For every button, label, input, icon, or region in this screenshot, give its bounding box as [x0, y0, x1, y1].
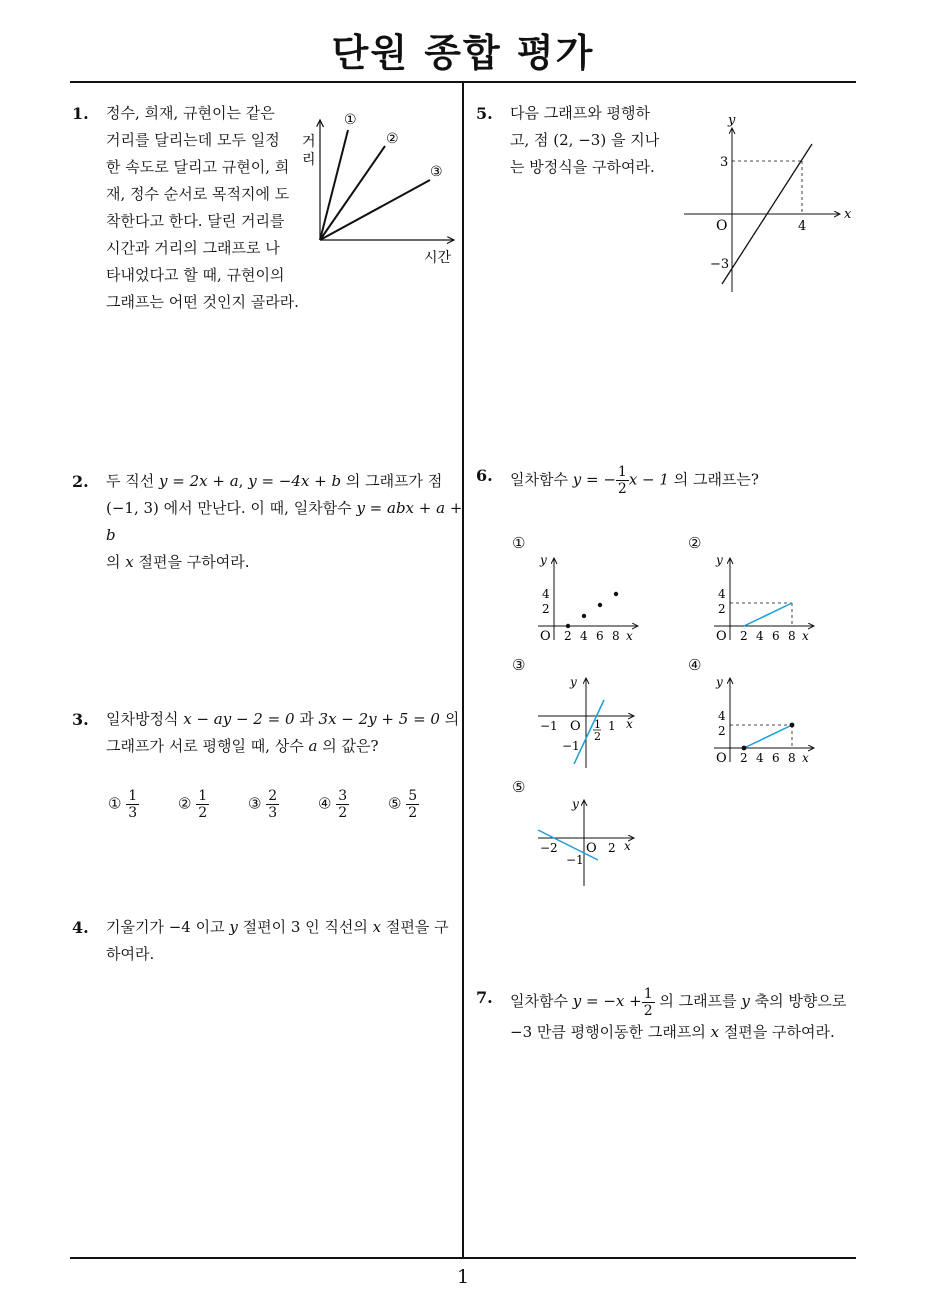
x-tick: 4 — [756, 629, 764, 643]
text-line — [106, 914, 466, 941]
equation: y = 2x + a — [159, 472, 239, 490]
x-tick: 8 — [612, 629, 620, 643]
option-2-graph — [710, 552, 822, 644]
data-point — [614, 592, 618, 596]
text: 두 직선 — [106, 472, 160, 490]
x-axis-label: x — [626, 629, 633, 643]
x-axis-label: x — [802, 629, 809, 643]
fraction — [266, 788, 279, 821]
graph-line-1 — [320, 130, 348, 240]
choice-label: ⑤ — [388, 794, 402, 813]
x-axis-label: 시간 — [424, 250, 452, 266]
denominator: 2 — [617, 481, 627, 497]
denominator: 2 — [408, 805, 418, 821]
x-tick: 4 — [756, 751, 764, 765]
text-line: 한 속도로 달리고 규현이, 희 — [106, 158, 290, 176]
text: 그래프가 서로 평행일 때, 상수 — [106, 737, 309, 755]
text: 의 그래프를 — [654, 992, 742, 1010]
text: 일차함수 — [510, 992, 573, 1010]
origin-label: O — [540, 629, 551, 644]
text: 의 그래프는? — [668, 470, 759, 489]
page-number: 1 — [456, 1266, 470, 1288]
y-axis-label: y — [572, 797, 579, 811]
text: , — [238, 472, 249, 490]
text: 의 — [439, 710, 460, 728]
text-line — [510, 1019, 880, 1046]
text-line: 시간과 거리의 그래프로 나 — [106, 239, 280, 257]
endpoint — [790, 723, 795, 728]
data-point — [598, 603, 602, 607]
x-tick: 4 — [580, 629, 588, 643]
y-axis-label: y — [728, 113, 736, 128]
x-tick: 2 — [608, 841, 616, 855]
numerator: 1 — [198, 788, 208, 804]
fraction — [126, 788, 139, 821]
numerator: 1 — [128, 788, 138, 804]
question-number: 1. — [72, 104, 89, 123]
variable: y — [741, 992, 750, 1010]
option-5-graph — [534, 794, 646, 890]
question-text — [106, 706, 466, 760]
variable: y — [229, 918, 238, 936]
numerator: 3 — [338, 788, 348, 804]
denominator: 3 — [128, 805, 138, 821]
equation: x − 1 — [628, 470, 669, 489]
text-line: 다음 그래프와 평행하 — [510, 104, 650, 122]
numerator: 1 — [643, 985, 653, 1002]
text-line: 재, 정수 순서로 목적지에 도 — [106, 185, 290, 203]
x-tick: 2 — [740, 629, 748, 643]
endpoint — [742, 746, 747, 751]
numerator: 1 — [617, 464, 627, 480]
text-line: 거리를 달리는데 모두 일정 — [106, 131, 280, 149]
text: 기울기가 −4 이고 — [106, 918, 230, 936]
variable: a — [308, 737, 318, 755]
text: 의 값은? — [317, 737, 379, 755]
question-text — [106, 914, 466, 968]
question-number: 2. — [72, 472, 89, 491]
origin-label: O — [570, 719, 581, 734]
equation: y = abx + a + b — [106, 499, 463, 544]
text-line — [510, 984, 880, 1019]
y-tick: 2 — [718, 724, 726, 738]
option-4-graph — [710, 672, 822, 768]
choice-4[interactable] — [318, 788, 349, 821]
text: 절편을 구하여라. — [719, 1022, 835, 1041]
y-axis-label: 리 — [302, 152, 316, 168]
question-number: 4. — [72, 918, 89, 937]
question-number: 6. — [476, 466, 493, 485]
y-tick: 2 — [542, 602, 550, 616]
y-tick: 4 — [542, 587, 550, 601]
y-axis-label: y — [540, 553, 547, 567]
x-axis-label: x — [624, 839, 631, 853]
x-tick: −1 — [540, 719, 558, 733]
question-text — [510, 100, 680, 181]
x-tick-4: 4 — [798, 219, 807, 234]
option-label-4[interactable]: ④ — [688, 656, 702, 674]
text-line: 그래프는 어떤 것인지 골라라. — [106, 293, 299, 311]
numerator: 5 — [408, 788, 418, 804]
fraction — [616, 464, 629, 497]
x-tick: 6 — [772, 629, 780, 643]
column-divider — [462, 82, 464, 1258]
x-axis-label: x — [802, 751, 809, 765]
equation: x − ay − 2 = 0 — [183, 710, 295, 728]
question-text — [106, 100, 299, 316]
fraction — [336, 788, 349, 821]
numerator: 2 — [268, 788, 278, 804]
text: 일차함수 — [510, 470, 573, 489]
choice-label: ④ — [318, 794, 332, 813]
graph-line-3 — [320, 180, 430, 240]
choice-1[interactable] — [108, 788, 139, 821]
option-label-3[interactable]: ③ — [512, 656, 526, 674]
text-line — [106, 549, 466, 576]
y-tick-3: 3 — [720, 155, 729, 170]
denominator: 2 — [338, 805, 348, 821]
option-1-graph — [534, 552, 646, 644]
text-line — [106, 468, 466, 495]
text-line: 정수, 희재, 규현이는 같은 — [106, 104, 275, 122]
denominator: 3 — [268, 805, 278, 821]
question-number: 5. — [476, 104, 493, 123]
text: (−1, 3) 에서 만난다. 이 때, 일차함수 — [106, 499, 357, 517]
variable: x — [372, 918, 382, 936]
text: 과 — [294, 710, 319, 728]
text: 축의 방향으로 — [749, 992, 847, 1010]
x-tick: 1 — [608, 719, 616, 733]
line-label-3: ③ — [430, 164, 443, 180]
question-text — [510, 464, 870, 497]
fraction-denominator: 2 — [594, 730, 601, 743]
choice-5[interactable] — [388, 788, 419, 821]
question-text — [510, 984, 880, 1046]
q1-distance-time-graph — [300, 100, 460, 270]
data-point — [582, 614, 586, 618]
fraction — [406, 788, 419, 821]
option-label-5[interactable]: ⑤ — [512, 778, 526, 796]
x-axis-label: x — [844, 207, 852, 222]
x-axis-label: x — [626, 717, 633, 731]
text: −3 만큼 평행이동한 그래프의 — [510, 1022, 711, 1041]
equation: y = − — [572, 470, 616, 489]
y-axis-label: 거 — [302, 134, 316, 150]
x-tick: 2 — [564, 629, 572, 643]
x-tick: 6 — [596, 629, 604, 643]
option-label-1[interactable]: ① — [512, 534, 526, 552]
x-tick: 2 — [740, 751, 748, 765]
variable: x — [710, 1022, 720, 1041]
text: 절편이 3 인 직선의 — [237, 918, 373, 936]
x-tick: 8 — [788, 751, 796, 765]
choice-3[interactable] — [248, 788, 279, 821]
option-label-2[interactable]: ② — [688, 534, 702, 552]
choice-2[interactable] — [178, 788, 209, 821]
text: 절편을 구하여라. — [133, 553, 250, 571]
x-tick: 8 — [788, 629, 796, 643]
x-tick: −2 — [540, 841, 558, 855]
bottom-rule — [70, 1257, 856, 1259]
denominator: 2 — [198, 805, 208, 821]
y-axis-label: y — [716, 553, 723, 567]
text-line: 는 방정식을 구하여라. — [510, 158, 655, 176]
denominator: 2 — [643, 1002, 653, 1019]
question-text — [106, 468, 466, 576]
y-tick-neg3: −3 — [710, 257, 730, 272]
choice-label: ① — [108, 794, 122, 813]
x-tick: 6 — [772, 751, 780, 765]
text-line: 고, 점 (2, −3) 을 지나 — [510, 131, 660, 149]
graph-segment — [744, 603, 792, 626]
text-line — [106, 706, 466, 733]
origin-label: O — [586, 841, 597, 856]
q5-graph — [678, 112, 868, 297]
choice-label: ③ — [248, 794, 262, 813]
line-label-1: ① — [344, 112, 357, 128]
choice-label: ② — [178, 794, 192, 813]
text-line: 하여라. — [106, 945, 155, 963]
question-number: 7. — [476, 988, 493, 1007]
equation: y = −4x + b — [248, 472, 342, 490]
equation: 3x − 2y + 5 = 0 — [318, 710, 440, 728]
text: 의 — [106, 553, 126, 571]
option-3-graph — [534, 672, 646, 772]
page-title: 단원 종합 평가 — [331, 31, 595, 75]
text-line: 타내었다고 할 때, 규현이의 — [106, 266, 285, 284]
fraction — [642, 986, 655, 1019]
text: 일차방정식 — [106, 710, 184, 728]
graph-line-2 — [320, 146, 385, 240]
data-point — [566, 624, 570, 628]
y-axis-label: y — [570, 675, 577, 689]
y-tick: 4 — [718, 709, 726, 723]
origin-label: O — [716, 629, 727, 644]
text: 절편을 구 — [381, 918, 449, 936]
equation: y = −x + — [572, 992, 642, 1010]
origin-label: O — [716, 751, 727, 766]
y-tick: 4 — [718, 587, 726, 601]
y-tick: 2 — [718, 602, 726, 616]
variable: x — [125, 553, 134, 571]
origin-label: O — [716, 218, 728, 234]
line-label-2: ② — [386, 131, 399, 147]
text: 의 그래프가 점 — [341, 472, 443, 490]
question-number: 3. — [72, 710, 89, 729]
y-axis-label: y — [716, 675, 723, 689]
graph-segment — [744, 725, 792, 748]
fraction-numerator: 1 — [594, 718, 601, 731]
text-line — [106, 495, 466, 549]
y-tick: −1 — [562, 739, 580, 753]
text-line: 착한다고 한다. 달린 거리를 — [106, 212, 285, 230]
text-line — [106, 733, 466, 760]
fraction — [196, 788, 209, 821]
y-tick: −1 — [566, 853, 584, 867]
